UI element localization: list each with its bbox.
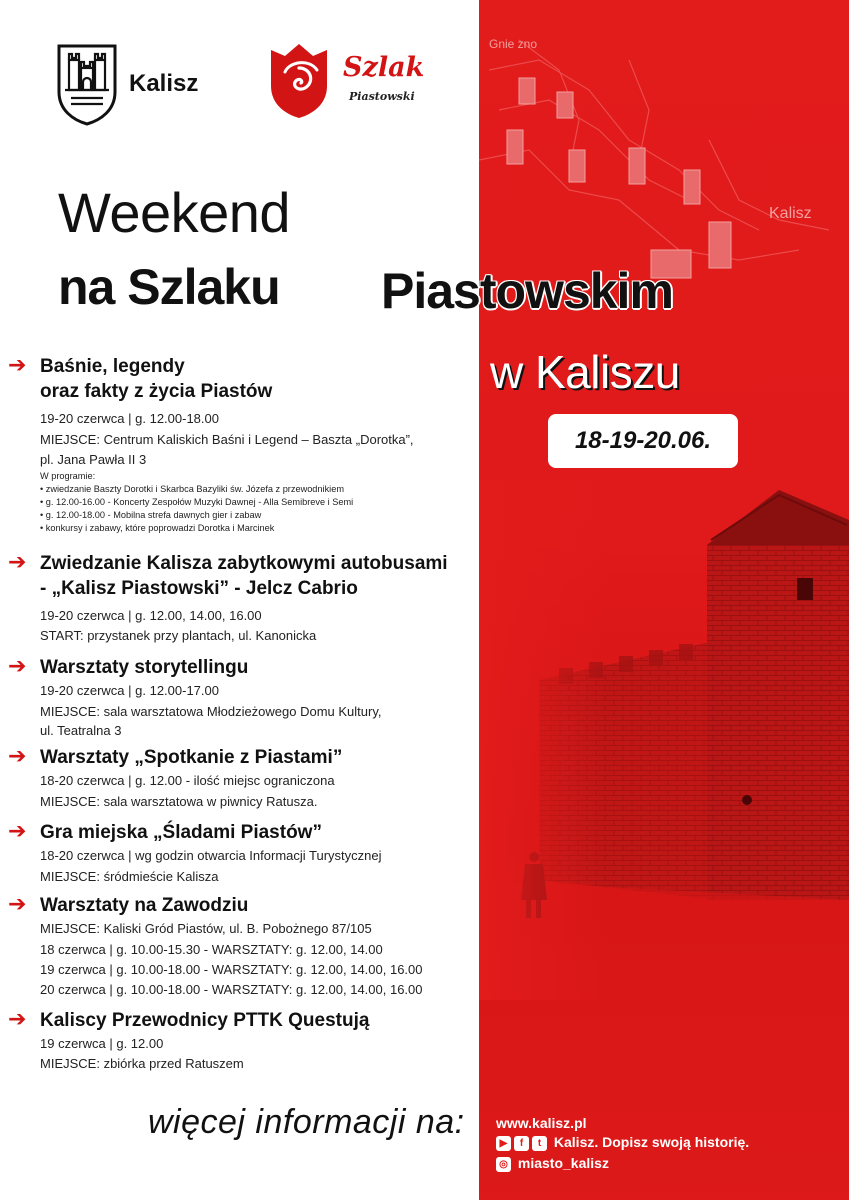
event-detail: 19-20 czerwca | g. 12.00-17.00 xyxy=(40,683,219,698)
kalisz-logo-text: Kalisz xyxy=(129,70,199,97)
twitter-icon[interactable]: t xyxy=(532,1136,547,1151)
szlak-logo-subtitle: Piastowski xyxy=(349,90,415,103)
event-detail: MIEJSCE: Kaliski Gród Piastów, ul. B. Pobożnego 87/105 xyxy=(40,921,372,936)
program-item: • zwiedzanie Baszty Dorotki i Skarbca Bazyliki św. Józefa z przewodnikiem xyxy=(40,484,344,494)
event-detail: 18-20 czerwca | g. 12.00 - ilość miejsc ograniczona xyxy=(40,773,335,788)
szlak-logo-title: Szlak xyxy=(343,52,425,83)
heading-na-szlaku: na Szlaku xyxy=(58,259,280,315)
footer-instagram-row xyxy=(496,1155,609,1172)
program-item: • g. 12.00-16.00 - Koncerty Zespołów Muzyki Dawnej - Alla Semibreve i Semi xyxy=(40,497,354,507)
footer-slogan: Kalisz. Dopisz swoją historię. xyxy=(553,1134,750,1150)
event-gra-miejska xyxy=(0,820,480,885)
instagram-icon[interactable]: ◎ xyxy=(496,1157,511,1172)
program-item: • g. 12.00-18.00 - Mobilna strefa dawnych gier i zabaw xyxy=(40,510,262,520)
map-label-kalisz: Kalisz xyxy=(769,205,812,222)
footer-social-row xyxy=(496,1134,749,1151)
arrow-icon: ➔ xyxy=(8,819,27,844)
event-detail: 18-20 czerwca | wg godzin otwarcia Informacji Turystycznej xyxy=(40,848,382,863)
arrow-icon: ➔ xyxy=(8,353,27,378)
program-title: W programie: xyxy=(40,471,96,481)
event-title: Gra miejska „Śladami Piastów” xyxy=(40,822,322,843)
arrow-icon: ➔ xyxy=(8,744,27,769)
event-detail: 19 czerwca | g. 10.00-18.00 - WARSZTATY: g. 12.00, 14.00, 16.00 xyxy=(40,962,423,977)
event-detail: ul. Teatralna 3 xyxy=(40,723,122,738)
event-title: Warsztaty storytellingu xyxy=(40,657,249,678)
map-label-gniezno: Gnie zno xyxy=(489,37,538,51)
event-detail: pl. Jana Pawła II 3 xyxy=(40,452,147,467)
event-warsztaty-storytellingu xyxy=(0,654,480,738)
heading-w-kaliszu: w Kaliszu xyxy=(490,346,680,398)
youtube-icon[interactable]: ▶ xyxy=(496,1136,511,1151)
facebook-icon[interactable]: f xyxy=(514,1136,529,1151)
arrow-icon: ➔ xyxy=(8,550,27,575)
event-title: Baśnie, legendy oraz fakty z życia Piastów xyxy=(40,356,273,402)
arrow-icon: ➔ xyxy=(8,1007,27,1032)
event-warsztaty-na-zawodziu xyxy=(0,893,480,1001)
event-title: Zwiedzanie Kalisza zabytkowymi autobusami - „Kalisz Piastowski” - Jelcz Cabrio xyxy=(40,553,448,599)
event-detail: 19 czerwca | g. 12.00 xyxy=(40,1036,164,1051)
event-title: Kaliscy Przewodnicy PTTK Questują xyxy=(40,1010,370,1031)
event-detail: START: przystanek przy plantach, ul. Kanonicka xyxy=(40,628,317,643)
footer-more-info-label: więcej informacji na: xyxy=(148,1103,465,1141)
event-title: Warsztaty na Zawodziu xyxy=(40,895,249,916)
szlak-crest-icon xyxy=(265,42,335,120)
event-detail: MIEJSCE: śródmieście Kalisza xyxy=(40,869,219,884)
footer-instagram-handle[interactable]: miasto_kalisz xyxy=(517,1155,609,1171)
footer-website-link[interactable]: www.kalisz.pl xyxy=(496,1115,587,1131)
event-detail: 19-20 czerwca | g. 12.00, 14.00, 16.00 xyxy=(40,608,262,623)
event-zwiedzanie-autobusami xyxy=(0,551,480,646)
kalisz-crest-icon xyxy=(55,42,119,126)
event-detail: MIEJSCE: zbiórka przed Ratuszem xyxy=(40,1056,244,1071)
program-item: • konkursy i zabawy, które poprowadzi Dorotka i Marcinek xyxy=(40,523,275,533)
arrow-icon: ➔ xyxy=(8,892,27,917)
event-basnie-legendy xyxy=(0,354,480,544)
event-spotkanie-z-piastami xyxy=(0,745,480,810)
kalisz-city-logo xyxy=(55,42,215,126)
heading-weekend: Weekend xyxy=(58,181,291,244)
event-detail: MIEJSCE: sala warsztatowa Młodzieżowego Domu Kultury, xyxy=(40,704,382,719)
castle-illustration xyxy=(479,0,849,1200)
event-detail: 20 czerwca | g. 10.00-18.00 - WARSZTATY: g. 12.00, 14.00, 16.00 xyxy=(40,982,423,997)
event-detail: 19-20 czerwca | g. 12.00-18.00 xyxy=(40,411,219,426)
heading-piastowskim: Piastowskim xyxy=(381,263,673,319)
szlak-piastowski-logo xyxy=(265,42,465,122)
event-detail: MIEJSCE: sala warsztatowa w piwnicy Ratusza. xyxy=(40,794,318,809)
event-detail: MIEJSCE: Centrum Kaliskich Baśni i Legend – Baszta „Dorotka”, xyxy=(40,432,414,447)
date-badge: 18-19-20.06. xyxy=(548,414,738,468)
event-title: Warsztaty „Spotkanie z Piastami” xyxy=(40,747,343,768)
red-background-panel xyxy=(479,0,849,1200)
event-przewodnicy-pttk xyxy=(0,1008,480,1073)
event-detail: 18 czerwca | g. 10.00-15.30 - WARSZTATY: g. 12.00, 14.00 xyxy=(40,942,383,957)
arrow-icon: ➔ xyxy=(8,654,27,679)
